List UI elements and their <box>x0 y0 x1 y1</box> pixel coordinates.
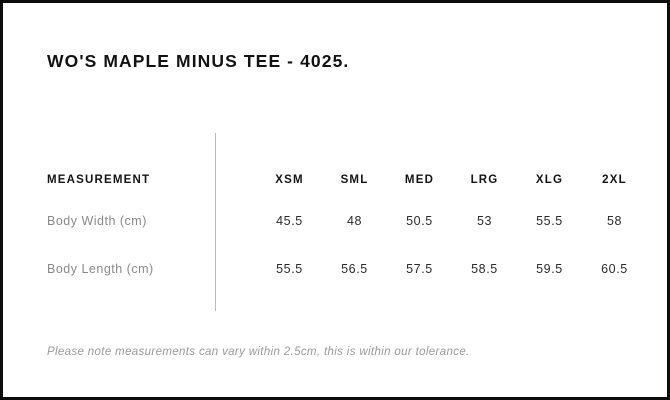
cell-body-length-xsm: 55.5 <box>276 262 303 276</box>
tolerance-note: Please note measurements can vary within 2.5cm, this is within our tolerance. <box>47 346 470 358</box>
column-header-2xl: 2XL <box>602 174 627 186</box>
cell-body-width-med: 50.5 <box>406 214 433 228</box>
cell-body-width-lrg: 53 <box>476 214 493 228</box>
cell-body-length-xlg: 59.5 <box>536 262 563 276</box>
cell-body-width-xsm: 45.5 <box>276 214 303 228</box>
row-label-body-length: Body Length (cm) <box>47 262 154 276</box>
table-row <box>47 245 647 293</box>
cell-body-length-2xl: 60.5 <box>601 262 628 276</box>
cell-body-length-med: 57.5 <box>406 262 433 276</box>
cell-body-width-sml: 48 <box>346 214 363 228</box>
table-body <box>47 197 647 293</box>
cell-body-length-lrg: 58.5 <box>471 262 498 276</box>
table-header-row <box>47 163 647 197</box>
column-header-xlg: XLG <box>535 174 564 186</box>
column-header-lrg: LRG <box>470 174 499 186</box>
cell-body-width-2xl: 58 <box>606 214 623 228</box>
column-header-sml: SML <box>340 174 369 186</box>
table-header <box>47 163 647 197</box>
cell-body-width-xlg: 55.5 <box>536 214 563 228</box>
table-row <box>47 197 647 245</box>
row-label-body-width: Body Width (cm) <box>47 214 147 228</box>
page-title: WO'S MAPLE MINUS TEE - 4025. <box>47 51 350 71</box>
column-header-xsm: XSM <box>275 174 304 186</box>
column-header-med: MED <box>404 174 435 186</box>
cell-body-length-sml: 56.5 <box>341 262 368 276</box>
size-chart-table <box>47 163 647 293</box>
page-content <box>3 3 667 397</box>
column-header-measurement: MEASUREMENT <box>47 174 151 186</box>
